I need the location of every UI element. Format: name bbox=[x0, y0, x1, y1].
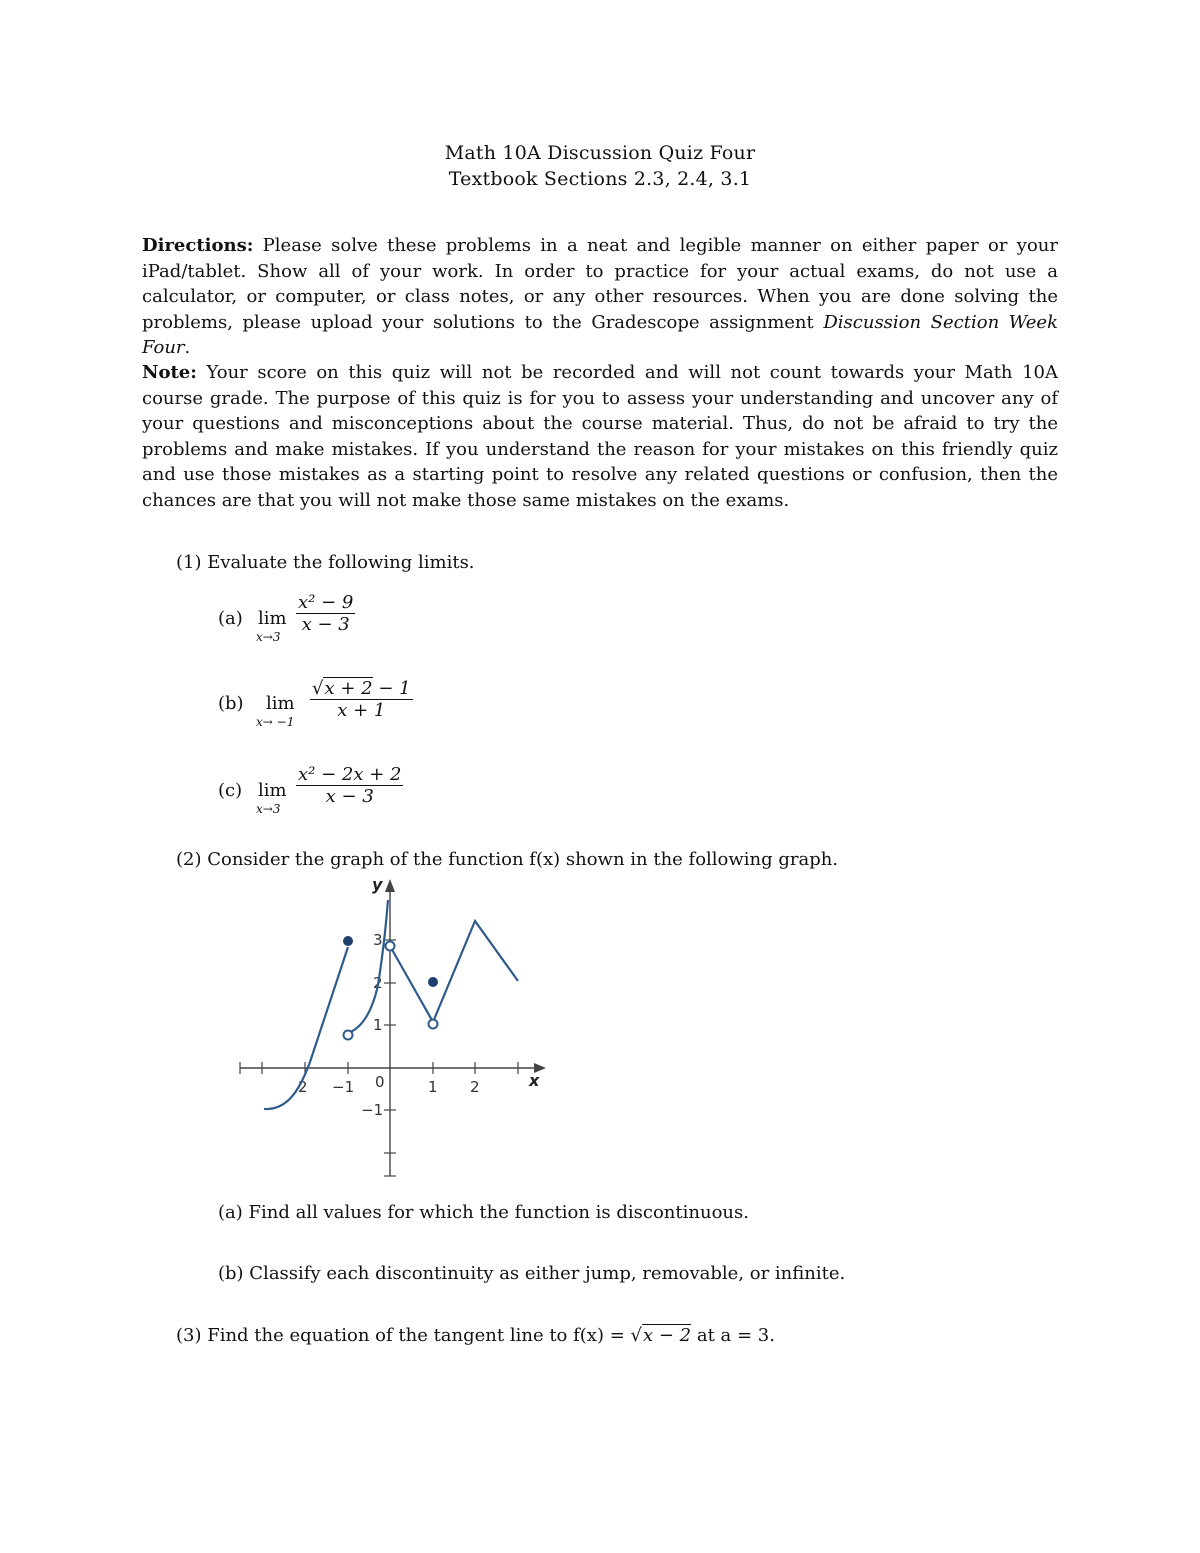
x-axis-label: x bbox=[529, 1071, 540, 1090]
open-point bbox=[386, 942, 395, 951]
note-paragraph bbox=[142, 360, 1058, 513]
directions-paragraph: Directions: Please solve these problems in a neat and legible manner on either paper or your iPad/tablet. Show all of your work. In order to practice for your actual exams, do not use a calculator, or computer, or class notes, or any other resources. When you are done solving the problems, please upload your solutions to the Gradescope assignment Discussion Section Week Four. bbox=[142, 235, 1058, 358]
directions-label: Directions: bbox=[142, 235, 254, 256]
function-graph bbox=[230, 872, 560, 1182]
q2a-prompt: (a) Find all values for which the function is discontinuous. bbox=[218, 1202, 749, 1223]
q1b-numerator: √x + 2 − 1 bbox=[312, 678, 411, 699]
q1c-denominator: x − 3 bbox=[325, 786, 374, 807]
x-tick-label: 0 bbox=[375, 1073, 385, 1091]
note-label: Note: bbox=[142, 362, 197, 383]
q1a-lim-sub: x→3 bbox=[256, 630, 281, 644]
closed-point bbox=[343, 936, 353, 946]
directions-text: Please solve these problems in a neat and legible manner on either paper or your iPad/tablet. Show all of your work. In order to practice for your actual exams, do not use a calculator, or computer, or class notes, or any other resources. When you are done solving the problems, please upload your solutions to the Gradescope assignment bbox=[142, 235, 1058, 333]
x-tick-label: 2 bbox=[298, 1078, 308, 1096]
q1a-numerator: x² − 9 bbox=[298, 592, 354, 613]
q1c-lim-sub: x→3 bbox=[256, 802, 281, 816]
q1c-numerator: x² − 2x + 2 bbox=[298, 764, 402, 785]
x-tick-label: −1 bbox=[332, 1078, 355, 1096]
page-title: Math 10A Discussion Quiz Four bbox=[444, 142, 756, 164]
q2b-prompt: (b) Classify each discontinuity as either jump, removable, or infinite. bbox=[218, 1263, 846, 1284]
y-tick-label: 2 bbox=[373, 974, 383, 992]
x-tick-label: 2 bbox=[470, 1078, 480, 1096]
q1c-fraction bbox=[296, 764, 403, 807]
y-tick-label: 3 bbox=[373, 931, 383, 949]
q1b-label: (b) bbox=[218, 693, 244, 714]
y-axis-label: y bbox=[372, 875, 383, 894]
question-2-prompt: (2) Consider the graph of the function f(x) shown in the following graph. bbox=[176, 849, 839, 870]
page-subtitle: Textbook Sections 2.3, 2.4, 3.1 bbox=[448, 168, 752, 190]
curve-segment-right bbox=[390, 921, 518, 1022]
q1b-lim: lim x→ −1 bbox=[256, 693, 295, 729]
q1a-fraction bbox=[296, 592, 355, 635]
q1b-fraction bbox=[310, 677, 413, 721]
y-tick-label: −1 bbox=[361, 1101, 384, 1119]
assignment-name: Discussion Section Week Four bbox=[142, 311, 1058, 358]
q1a-label: (a) bbox=[218, 608, 243, 629]
closed-point bbox=[428, 977, 438, 987]
curve-segment-asymptote bbox=[348, 900, 388, 1033]
question-1-prompt: (1) Evaluate the following limits. bbox=[176, 552, 475, 573]
q1c-label: (c) bbox=[218, 780, 243, 801]
open-point bbox=[429, 1020, 438, 1029]
open-point bbox=[344, 1031, 353, 1040]
q1c-lim: lim x→3 bbox=[256, 780, 287, 816]
q1b-lim-sub: x→ −1 bbox=[256, 715, 295, 729]
x-tick-label: 1 bbox=[428, 1078, 438, 1096]
question-3-prompt: (3) Find the equation of the tangent line to f(x) = √x − 2 at a = 3. bbox=[176, 1325, 775, 1346]
y-axis-arrow bbox=[385, 879, 395, 892]
q1b-denominator: x + 1 bbox=[337, 700, 386, 721]
q1a-lim: lim x→3 bbox=[256, 608, 287, 644]
y-tick-label: 1 bbox=[373, 1016, 383, 1034]
q1a-denominator: x − 3 bbox=[301, 614, 350, 635]
note-text: Your score on this quiz will not be recorded and will not count towards your Math 10A course grade. The purpose of this quiz is for you to assess your understanding and uncover any of your questions and misconceptions about the course material. Thus, do not be afraid to try the problems and make mistakes. If you understand the reason for your mistakes on this friendly quiz and use those mistakes as a starting point to resolve any related questions or confusion, then the chances are that you will not make those same mistakes on the exams. bbox=[142, 362, 1058, 511]
